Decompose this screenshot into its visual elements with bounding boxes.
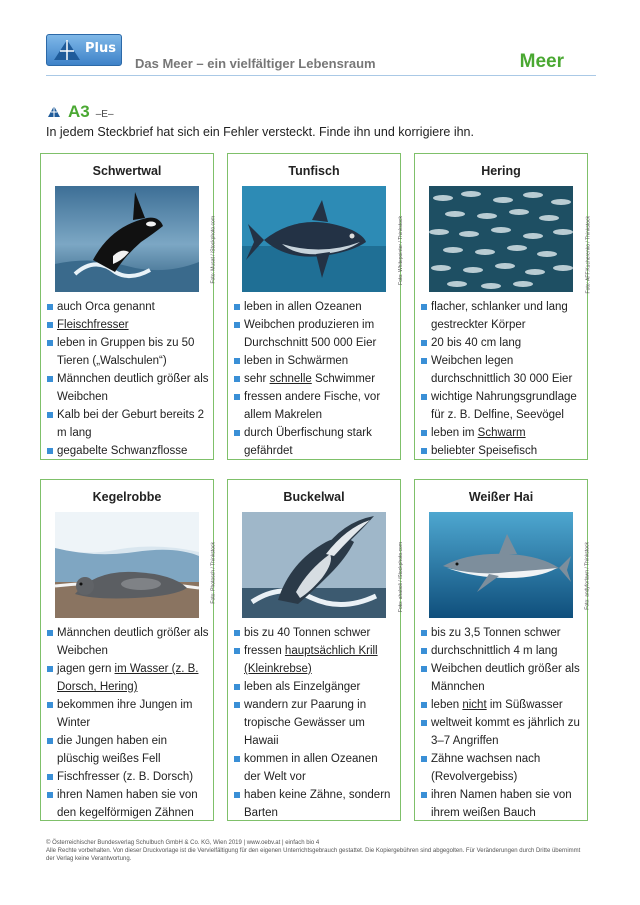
fact-item <box>47 732 209 768</box>
underlined-text: im Wasser (z. B. Dorsch, Hering) <box>57 663 199 693</box>
fact-item <box>421 624 583 642</box>
photo-credit: Foto: Musat / iStockphoto.com <box>211 216 217 284</box>
logo-text: Plus <box>85 41 116 56</box>
card-title: Weißer Hai <box>468 490 534 504</box>
fact-item <box>47 768 209 786</box>
copyright-footer <box>46 839 586 863</box>
fact-list <box>234 624 400 822</box>
fact-list <box>47 298 213 460</box>
fact-item <box>234 370 396 388</box>
fact-text: wichtige Nahrungsgrundlage für z. B. Delfine, Seevögel <box>431 391 577 421</box>
footer-line-2: Alle Rechte vorbehalten. Von dieser Druckvorlage ist die Vervielfältigung für den eigenen Unterrichtsgebrauch gestattet. Die Kopiergebühren sind abgegolten. Für Veränderungen durch Dritte übernimmt der Verlag keine Verantwortung. <box>46 848 581 862</box>
fact-item <box>47 624 209 660</box>
fact-item <box>421 388 583 424</box>
fact-text: ihren Namen haben sie von ihrem weißen Bauch <box>431 789 572 819</box>
fact-item <box>421 352 583 388</box>
fact-item <box>234 316 396 352</box>
photo-credit: Foto: ahaboli / iStockphoto.com <box>398 542 404 613</box>
profile-card-weisser-hai <box>414 479 591 821</box>
fact-text: im Süßwasser <box>486 699 563 711</box>
fact-item <box>234 424 396 460</box>
card-title: Tunfisch <box>288 164 340 178</box>
fact-item <box>421 696 583 714</box>
profile-card-tunfisch <box>227 153 404 460</box>
fact-text: die Jungen haben ein plüschig weißes Fell <box>57 735 167 765</box>
fact-item <box>421 424 583 442</box>
fact-text: auch Orca genannt <box>57 301 155 313</box>
fact-text: weltweit kommt es jährlich zu 3–7 Angriffen <box>431 717 580 747</box>
fact-list <box>421 624 587 822</box>
level-triangle-icon <box>48 106 60 117</box>
fact-item <box>421 334 583 352</box>
underlined-text: schnelle <box>269 373 312 385</box>
fact-text: Kalb bei der Geburt bereits 2 m lang <box>57 409 205 439</box>
herring-school-photo <box>429 186 591 294</box>
humpback-whale-photo <box>242 512 404 618</box>
great-white-shark-photo <box>429 512 591 618</box>
triangle-logo-icon <box>53 39 81 61</box>
fact-text: Weibchen produzieren im Durchschnitt 500 000 Eier <box>244 319 377 349</box>
fact-text: leben im <box>431 427 478 439</box>
fact-item <box>421 642 583 660</box>
fact-item <box>234 678 396 696</box>
tuna-photo <box>242 186 404 292</box>
fact-text: Weibchen deutlich größer als Männchen <box>431 663 580 693</box>
fact-item <box>47 406 209 442</box>
fact-item <box>234 298 396 316</box>
fact-text: haben keine Zähne, sondern Barten <box>244 789 391 819</box>
subject-title: Das Meer – ein vielfältiger Lebensraum <box>135 56 376 71</box>
fact-text: leben in Schwärmen <box>244 355 349 367</box>
fact-text: leben in Gruppen bis zu 50 Tieren („Walschulen“) <box>57 337 195 367</box>
profile-card-kegelrobbe <box>40 479 217 821</box>
fact-text: Fischfresser (z. B. Dorsch) <box>57 771 194 783</box>
fact-text: wandern zur Paarung in tropische Gewässer um Hawaii <box>244 699 367 747</box>
underlined-text: nicht <box>462 699 487 711</box>
fact-text: ihren Namen haben sie von den kegelförmigen Zähnen <box>57 789 198 819</box>
fact-item <box>234 642 396 678</box>
header-divider <box>46 75 596 76</box>
fact-item <box>47 316 209 334</box>
publisher-logo <box>46 34 122 66</box>
task-level: –E– <box>95 109 114 120</box>
task-heading <box>48 102 114 122</box>
fact-list <box>421 298 587 460</box>
card-title: Hering <box>481 164 521 178</box>
orca-photo <box>55 186 217 292</box>
underlined-text: Schwarm <box>477 427 526 439</box>
fact-item <box>234 696 396 750</box>
fact-text: bis zu 3,5 Tonnen schwer <box>431 627 561 639</box>
card-title: Kegelrobbe <box>92 490 162 504</box>
grey-seal-photo <box>55 512 217 618</box>
fact-text: bekommen ihre Jungen im Winter <box>57 699 193 729</box>
fact-text: leben <box>431 699 463 711</box>
task-id: A3 <box>68 102 90 121</box>
fact-item <box>421 442 583 460</box>
fact-text: bis zu 40 Tonnen schwer <box>244 627 371 639</box>
task-instruction: In jedem Steckbrief hat sich ein Fehler versteckt. Finde ihn und korrigiere ihn. <box>46 125 474 139</box>
topic-label: Meer <box>519 51 564 72</box>
fact-item <box>47 660 209 696</box>
fact-item <box>47 786 209 822</box>
fact-list <box>47 624 213 822</box>
fact-item <box>421 750 583 786</box>
fact-item <box>47 696 209 732</box>
underlined-text: Fleischfresser <box>57 319 129 331</box>
fact-text: beliebter Speisefisch <box>431 445 538 457</box>
fact-text: fressen andere Fische, vor allem Makrelen <box>244 391 381 421</box>
fact-item <box>234 624 396 642</box>
fact-item <box>421 786 583 822</box>
fact-item <box>234 352 396 370</box>
underlined-text: hauptsächlich Krill (Kleinkrebse) <box>244 645 378 675</box>
fact-item <box>47 298 209 316</box>
fact-text: leben als Einzelgänger <box>244 681 361 693</box>
fact-item <box>421 714 583 750</box>
photo-credit: Foto: andyforlawn / Thinkstock <box>585 542 591 610</box>
fact-text: sehr <box>244 373 270 385</box>
fact-item <box>47 442 209 460</box>
fact-text: Weibchen legen durchschnittlich 30 000 Eier <box>431 355 573 385</box>
fact-text: durch Überfischung stark gefährdet <box>244 427 372 457</box>
fact-item <box>421 298 583 334</box>
fact-text: leben in allen Ozeanen <box>244 301 362 313</box>
profile-card-hering <box>414 153 591 460</box>
profile-card-schwertwal <box>40 153 217 460</box>
photo-credit: Foto: Photosch / Thinkstock <box>211 542 217 604</box>
fact-text: gegabelte Schwanzflosse <box>57 445 188 457</box>
fact-text: Schwimmer <box>311 373 376 385</box>
fact-text: Zähne wachsen nach (Revolvergebiss) <box>431 753 541 783</box>
fact-text: 20 bis 40 cm lang <box>431 337 522 349</box>
card-title: Schwertwal <box>92 164 162 178</box>
fact-item <box>47 334 209 370</box>
fact-text: fressen <box>244 645 285 657</box>
fact-text: Männchen deutlich größer als Weibchen <box>57 627 209 657</box>
footer-line-1: © Österreichischer Bundesverlag Schulbuch GmbH & Co. KG, Wien 2019 | www.oebv.at | einfach bio 4 <box>46 840 320 846</box>
fact-text: jagen gern <box>57 663 115 675</box>
fact-list <box>234 298 400 460</box>
fact-text: durchschnittlich 4 m lang <box>431 645 558 657</box>
card-title: Buckelwal <box>283 490 345 504</box>
fact-item <box>234 786 396 822</box>
fact-text: flacher, schlanker und lang gestreckter Körper <box>431 301 568 331</box>
fact-item <box>234 750 396 786</box>
fact-item <box>234 388 396 424</box>
photo-credit: Foto: AFF.Kucherenko / Thinkstock <box>585 216 591 294</box>
fact-text: Männchen deutlich größer als Weibchen <box>57 373 209 403</box>
photo-credit: Foto: Whitepointer / Thinkstock <box>398 216 404 285</box>
fact-item <box>47 370 209 406</box>
profile-card-buckelwal <box>227 479 404 821</box>
fact-text: kommen in allen Ozeanen der Welt vor <box>244 753 378 783</box>
fact-item <box>421 660 583 696</box>
